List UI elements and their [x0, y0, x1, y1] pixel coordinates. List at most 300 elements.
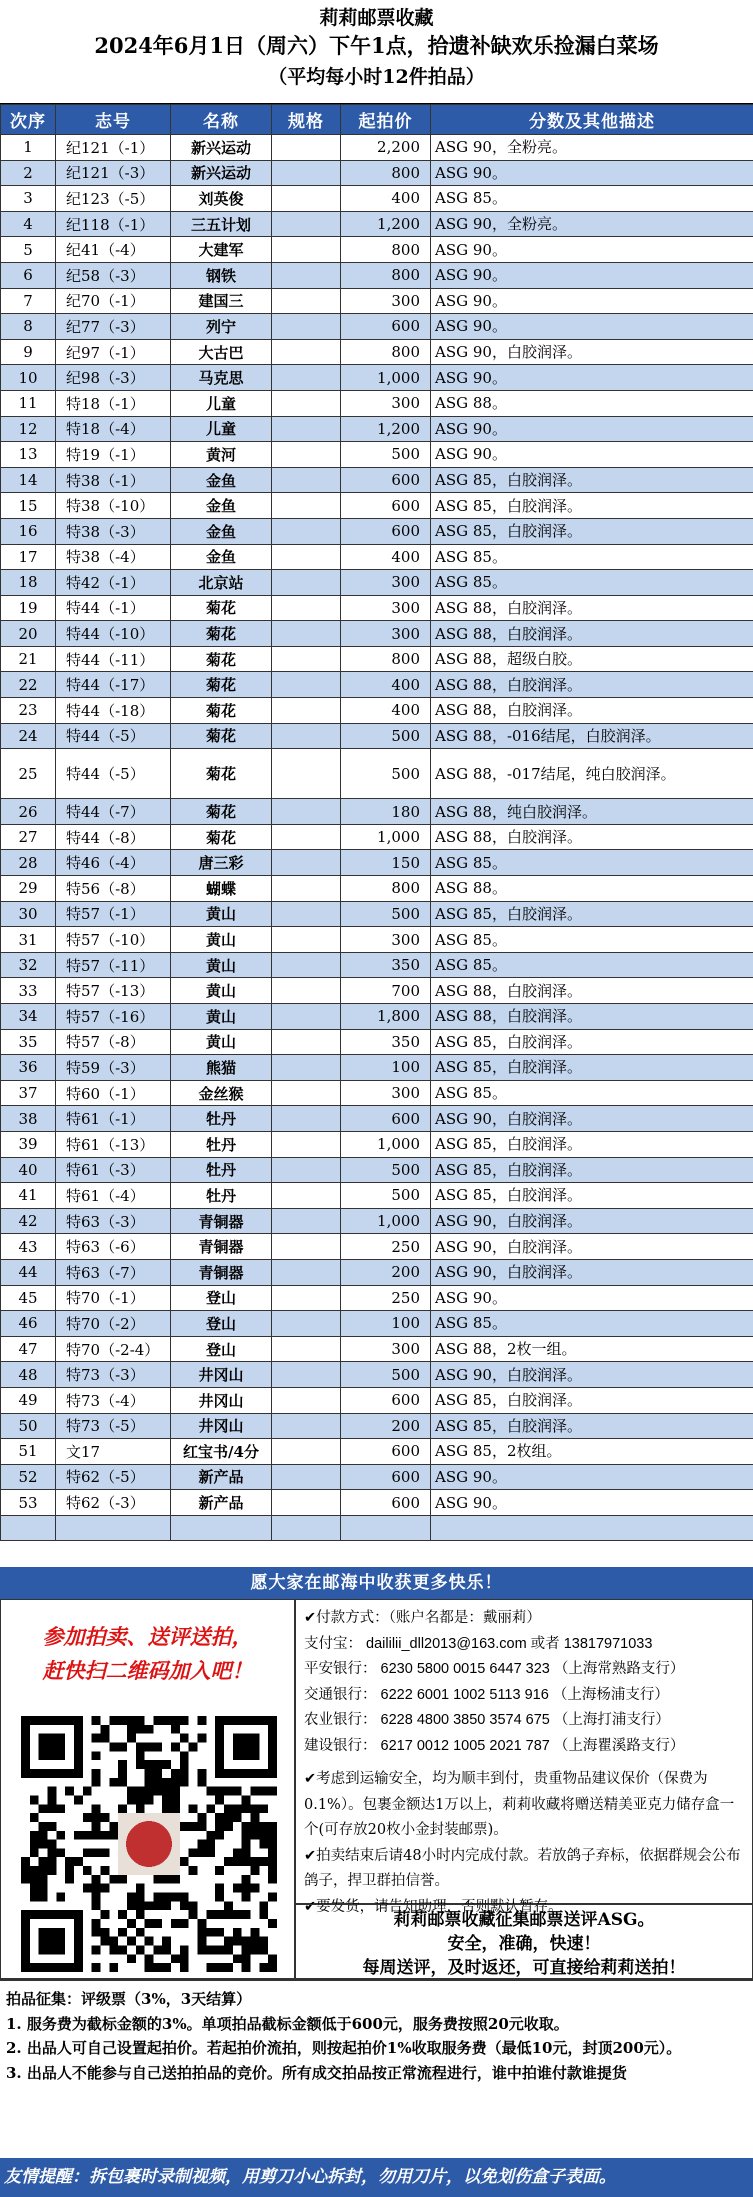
table-row [1, 237, 753, 263]
cell-catalog-no: 纪41（-4） [56, 237, 171, 263]
cell-description: ASG 85，2枚组。 [431, 1439, 753, 1465]
cell-start-price: 150 [341, 850, 431, 876]
cell-description: ASG 88，-017结尾，纯白胶润泽。 [431, 749, 753, 799]
col-header-description: 分数及其他描述 [431, 105, 753, 135]
cell-stamp-name: 金鱼 [171, 493, 272, 519]
cell-index: 16 [1, 518, 56, 544]
table-row [1, 339, 753, 365]
cell-index: 6 [1, 262, 56, 288]
cell-catalog-no: 纪58（-3） [56, 262, 171, 288]
cell-spec [272, 646, 341, 672]
cell-start-price: 300 [341, 390, 431, 416]
cell-start-price: 1,800 [341, 1004, 431, 1030]
table-row [1, 211, 753, 237]
cell-stamp-name: 牡丹 [171, 1106, 272, 1132]
cell-description: ASG 88，白胶润泽。 [431, 978, 753, 1004]
cell-spec [272, 1515, 341, 1541]
cell-index: 22 [1, 672, 56, 698]
table-row [1, 288, 753, 314]
cell-stamp-name: 北京站 [171, 570, 272, 596]
table-row [1, 749, 753, 799]
cell-stamp-name: 菊花 [171, 621, 272, 647]
cell-stamp-name: 登山 [171, 1336, 272, 1362]
cell-spec [272, 570, 341, 596]
cell-index: 43 [1, 1234, 56, 1260]
cell-start-price: 800 [341, 876, 431, 902]
cell-spec [272, 1336, 341, 1362]
cell-description: ASG 85，白胶润泽。 [431, 1183, 753, 1209]
cell-description: ASG 85。 [431, 1311, 753, 1337]
cell-catalog-no: 特44（-1） [56, 595, 171, 621]
cell-start-price: 600 [341, 1439, 431, 1465]
cell-index: 39 [1, 1131, 56, 1157]
table-row [1, 1515, 753, 1541]
payment-deadline-note: ✔拍卖结束后请48小时内完成付款。若放鸽子弃标，依据群规会公布鸽子，捍卫群拍信誉。 [304, 1847, 741, 1889]
cell-stamp-name: 儿童 [171, 390, 272, 416]
cell-stamp-name: 菊花 [171, 723, 272, 749]
table-row [1, 1490, 753, 1516]
cell-stamp-name: 井冈山 [171, 1362, 272, 1388]
table-row [1, 927, 753, 953]
cell-start-price: 1,000 [341, 1131, 431, 1157]
cell-spec [272, 850, 341, 876]
cell-catalog-no: 特44（-11） [56, 646, 171, 672]
bank-account-pingan: 平安银行： 6230 5800 0015 6447 323 （上海常熟路支行） [304, 1661, 685, 1677]
cell-start-price: 500 [341, 442, 431, 468]
cell-start-price: 300 [341, 927, 431, 953]
cell-catalog-no: 特44（-18） [56, 698, 171, 724]
friendly-reminder: 友情提醒：拆包裹时录制视频，用剪刀小心拆封，勿用刀片，以免划伤盒子表面。 [0, 2158, 753, 2197]
cell-index: 52 [1, 1464, 56, 1490]
cell-spec [272, 442, 341, 468]
cell-description: ASG 90，白胶润泽。 [431, 1234, 753, 1260]
cell-stamp-name: 新兴运动 [171, 135, 272, 161]
cell-stamp-name: 列宁 [171, 314, 272, 340]
cell-spec [272, 876, 341, 902]
cell-start-price: 500 [341, 1362, 431, 1388]
cell-catalog-no: 纪98（-3） [56, 365, 171, 391]
cell-catalog-no: 纪70（-1） [56, 288, 171, 314]
cell-start-price: 1,000 [341, 365, 431, 391]
col-header-catalog: 志号 [56, 105, 171, 135]
cell-start-price: 600 [341, 518, 431, 544]
auction-subtitle: （平均每小时12件拍品） [268, 66, 485, 88]
cell-description: ASG 85，白胶润泽。 [431, 1157, 753, 1183]
cell-description: ASG 90，全粉亮。 [431, 211, 753, 237]
cell-catalog-no: 特70（-2） [56, 1311, 171, 1337]
cell-catalog-no: 纪118（-1） [56, 211, 171, 237]
cell-start-price: 600 [341, 1106, 431, 1132]
cell-description: ASG 88，-016结尾，白胶润泽。 [431, 723, 753, 749]
table-header-row [1, 105, 753, 135]
table-row [1, 186, 753, 212]
cell-description: ASG 85。 [431, 1080, 753, 1106]
cell-index: 44 [1, 1259, 56, 1285]
cell-description: ASG 85，白胶润泽。 [431, 901, 753, 927]
cell-catalog-no: 特57（-1） [56, 901, 171, 927]
cell-index: 26 [1, 799, 56, 825]
cell-start-price: 350 [341, 952, 431, 978]
cell-index: 32 [1, 952, 56, 978]
bank-account-abc: 农业银行： 6228 4800 3850 3574 675 （上海打浦支行） [304, 1712, 670, 1728]
cell-description: ASG 90。 [431, 237, 753, 263]
cell-catalog-no: 纪121（-3） [56, 160, 171, 186]
cell-catalog-no: 特70（-2-4） [56, 1336, 171, 1362]
cell-description: ASG 90。 [431, 1464, 753, 1490]
cell-catalog-no: 文17 [56, 1439, 171, 1465]
table-row [1, 467, 753, 493]
cell-catalog-no: 特38（-1） [56, 467, 171, 493]
cell-catalog-no [56, 1515, 171, 1541]
cell-spec [272, 723, 341, 749]
promo-line-1: 参加拍卖、送评送拍， [42, 1624, 253, 1649]
cell-index: 29 [1, 876, 56, 902]
cell-spec [272, 1234, 341, 1260]
cell-description: ASG 90。 [431, 314, 753, 340]
cell-stamp-name: 黄山 [171, 1004, 272, 1030]
table-row [1, 314, 753, 340]
cell-spec [272, 952, 341, 978]
table-row [1, 698, 753, 724]
cell-stamp-name: 登山 [171, 1311, 272, 1337]
cell-start-price: 800 [341, 646, 431, 672]
cell-start-price: 600 [341, 467, 431, 493]
cell-catalog-no: 特63（-7） [56, 1259, 171, 1285]
cell-index: 10 [1, 365, 56, 391]
cell-catalog-no: 纪121（-1） [56, 135, 171, 161]
cell-description [431, 1515, 753, 1541]
cell-index: 42 [1, 1208, 56, 1234]
cell-index: 21 [1, 646, 56, 672]
cell-spec [272, 1029, 341, 1055]
cell-spec [272, 339, 341, 365]
page-header [0, 0, 753, 104]
cell-index: 40 [1, 1157, 56, 1183]
cell-stamp-name: 黄山 [171, 952, 272, 978]
cell-index: 49 [1, 1387, 56, 1413]
cell-catalog-no: 特19（-1） [56, 442, 171, 468]
cell-start-price: 200 [341, 1413, 431, 1439]
asg-line-3: 每周送评，及时返还，可直接给莉莉送拍！ [362, 1958, 686, 1978]
cell-spec [272, 518, 341, 544]
cell-spec [272, 1004, 341, 1030]
cell-catalog-no: 特73（-5） [56, 1413, 171, 1439]
cell-spec [272, 1387, 341, 1413]
cell-catalog-no: 特60（-1） [56, 1080, 171, 1106]
cell-spec [272, 186, 341, 212]
cell-index: 53 [1, 1490, 56, 1516]
table-row [1, 570, 753, 596]
promo-panel [0, 1599, 295, 1979]
cell-stamp-name: 青铜器 [171, 1208, 272, 1234]
cell-description: ASG 85。 [431, 570, 753, 596]
cell-start-price: 400 [341, 544, 431, 570]
cell-spec [272, 416, 341, 442]
asg-line-2: 安全，准确，快速！ [447, 1934, 601, 1954]
cell-start-price: 600 [341, 1490, 431, 1516]
table-row [1, 1362, 753, 1388]
cell-stamp-name: 菊花 [171, 672, 272, 698]
table-row [1, 1413, 753, 1439]
cell-description: ASG 88，超级白胶。 [431, 646, 753, 672]
cell-index: 38 [1, 1106, 56, 1132]
cell-stamp-name: 黄山 [171, 1029, 272, 1055]
cell-spec [272, 365, 341, 391]
rule-2: 2. 出品人可自己设置起拍价。若起拍价流拍，则按起拍价1%收取服务费（最低10元，封顶200元）。 [6, 2039, 682, 2057]
cell-stamp-name: 菊花 [171, 595, 272, 621]
table-row [1, 1387, 753, 1413]
cell-catalog-no: 特18（-1） [56, 390, 171, 416]
cell-description: ASG 85。 [431, 927, 753, 953]
col-header-name: 名称 [171, 105, 272, 135]
table-row [1, 1439, 753, 1465]
cell-start-price: 200 [341, 1259, 431, 1285]
cell-index: 12 [1, 416, 56, 442]
table-row [1, 1029, 753, 1055]
asg-line-1: 莉莉邮票收藏征集邮票送评ASG。 [393, 1910, 655, 1930]
cell-index: 46 [1, 1311, 56, 1337]
cell-index: 3 [1, 186, 56, 212]
cell-start-price: 500 [341, 901, 431, 927]
cell-stamp-name: 金鱼 [171, 467, 272, 493]
cell-index: 28 [1, 850, 56, 876]
table-row [1, 1157, 753, 1183]
cell-description: ASG 90。 [431, 416, 753, 442]
cell-start-price: 250 [341, 1285, 431, 1311]
cell-catalog-no: 特61（-13） [56, 1131, 171, 1157]
cell-catalog-no: 特63（-6） [56, 1234, 171, 1260]
cell-index: 51 [1, 1439, 56, 1465]
cell-catalog-no: 特38（-3） [56, 518, 171, 544]
cell-index: 41 [1, 1183, 56, 1209]
cell-start-price: 100 [341, 1055, 431, 1081]
cell-catalog-no: 特42（-1） [56, 570, 171, 596]
cell-catalog-no: 特73（-3） [56, 1362, 171, 1388]
promo-line-2: 赶快扫二维码加入吧！ [42, 1658, 253, 1683]
qr-code[interactable] [21, 1716, 277, 1972]
col-header-start-price: 起拍价 [341, 105, 431, 135]
cell-start-price: 800 [341, 160, 431, 186]
table-row [1, 544, 753, 570]
cell-stamp-name: 黄河 [171, 442, 272, 468]
cell-index: 48 [1, 1362, 56, 1388]
cell-index: 36 [1, 1055, 56, 1081]
cell-start-price: 500 [341, 723, 431, 749]
cell-description: ASG 90。 [431, 442, 753, 468]
wishes-banner: 愿大家在邮海中收获更多快乐！ [0, 1567, 753, 1599]
table-row [1, 876, 753, 902]
cell-catalog-no: 特63（-3） [56, 1208, 171, 1234]
cell-description: ASG 90，全粉亮。 [431, 135, 753, 161]
cell-description: ASG 85，白胶润泽。 [431, 467, 753, 493]
cell-catalog-no: 特59（-3） [56, 1055, 171, 1081]
payment-method: ✔付款方式：（账户名都是：戴丽莉） [304, 1610, 541, 1626]
cell-start-price: 300 [341, 1080, 431, 1106]
table-row [1, 1259, 753, 1285]
cell-stamp-name: 青铜器 [171, 1234, 272, 1260]
cell-spec [272, 211, 341, 237]
cell-catalog-no: 纪77（-3） [56, 314, 171, 340]
auction-title: 2024年6月1日（周六）下午1点，拾遗补缺欢乐捡漏白菜场 [94, 33, 659, 58]
cell-spec [272, 288, 341, 314]
cell-index: 33 [1, 978, 56, 1004]
cell-description: ASG 90，白胶润泽。 [431, 1362, 753, 1388]
cell-spec [272, 467, 341, 493]
table-row [1, 365, 753, 391]
cell-catalog-no: 特46（-4） [56, 850, 171, 876]
cell-catalog-no: 纪97（-1） [56, 339, 171, 365]
cell-index: 45 [1, 1285, 56, 1311]
cell-catalog-no: 特61（-4） [56, 1183, 171, 1209]
cell-stamp-name: 新产品 [171, 1464, 272, 1490]
cell-description: ASG 85。 [431, 186, 753, 212]
table-row [1, 1131, 753, 1157]
table-row [1, 1285, 753, 1311]
cell-description: ASG 88，白胶润泽。 [431, 824, 753, 850]
rule-3: 3. 出品人不能参与自己送拍拍品的竞价。所有成交拍品按正常流程进行，谁中拍谁付款谁提货 [6, 2063, 627, 2082]
rules-title: 拍品征集：评级票（3%，3天结算） [6, 1990, 252, 2008]
cell-stamp-name: 菊花 [171, 749, 272, 799]
cell-index: 2 [1, 160, 56, 186]
cell-index: 23 [1, 698, 56, 724]
cell-description: ASG 85，白胶润泽。 [431, 518, 753, 544]
cell-index: 11 [1, 390, 56, 416]
cell-stamp-name: 钢铁 [171, 262, 272, 288]
cell-start-price: 1,000 [341, 824, 431, 850]
shop-name: 莉莉邮票收藏 [319, 7, 434, 29]
cell-start-price: 500 [341, 749, 431, 799]
col-header-spec: 规格 [272, 105, 341, 135]
cell-spec [272, 390, 341, 416]
cell-start-price: 800 [341, 339, 431, 365]
table-row [1, 1311, 753, 1337]
cell-catalog-no: 特61（-1） [56, 1106, 171, 1132]
payment-info [295, 1599, 753, 1915]
shipping-note: ✔考虑到运输安全，均为顺丰到付，贵重物品建议保价（保费为0.1%）。包裹金额达1万以上，莉莉收藏将赠送精美亚克力储存盒一个(可存放20枚小金封装邮票)。 [304, 1771, 735, 1838]
cell-index: 1 [1, 135, 56, 161]
cell-start-price: 1,000 [341, 1208, 431, 1234]
cell-index: 31 [1, 927, 56, 953]
cell-start-price: 500 [341, 1157, 431, 1183]
cell-stamp-name: 牡丹 [171, 1131, 272, 1157]
cell-description: ASG 90，白胶润泽。 [431, 339, 753, 365]
cell-stamp-name: 三五计划 [171, 211, 272, 237]
auction-lots-table [0, 104, 753, 1541]
cell-stamp-name: 熊猫 [171, 1055, 272, 1081]
cell-catalog-no: 特44（-8） [56, 824, 171, 850]
bank-account-bocom: 交通银行： 6222 6001 1002 5113 916 （上海杨浦支行） [304, 1686, 669, 1703]
cell-spec [272, 698, 341, 724]
cell-description: ASG 90。 [431, 288, 753, 314]
col-header-index: 次序 [1, 105, 56, 135]
cell-catalog-no: 特44（-10） [56, 621, 171, 647]
cell-description: ASG 85，白胶润泽。 [431, 1029, 753, 1055]
cell-spec [272, 1080, 341, 1106]
cell-start-price: 400 [341, 186, 431, 212]
cell-catalog-no: 特62（-5） [56, 1464, 171, 1490]
cell-description: ASG 90，白胶润泽。 [431, 1106, 753, 1132]
table-row [1, 1080, 753, 1106]
cell-spec [272, 1464, 341, 1490]
cell-catalog-no: 特44（-5） [56, 749, 171, 799]
cell-index: 14 [1, 467, 56, 493]
cell-index: 37 [1, 1080, 56, 1106]
cell-spec [272, 314, 341, 340]
cell-stamp-name: 金丝猴 [171, 1080, 272, 1106]
table-row [1, 723, 753, 749]
cell-index: 25 [1, 749, 56, 799]
cell-spec [272, 1131, 341, 1157]
cell-catalog-no: 纪123（-5） [56, 186, 171, 212]
cell-stamp-name: 牡丹 [171, 1157, 272, 1183]
cell-start-price: 300 [341, 1336, 431, 1362]
cell-description: ASG 88，白胶润泽。 [431, 698, 753, 724]
cell-index: 15 [1, 493, 56, 519]
cell-start-price: 300 [341, 570, 431, 596]
cell-description: ASG 88，白胶润泽。 [431, 1004, 753, 1030]
cell-spec [272, 135, 341, 161]
cell-start-price: 500 [341, 1183, 431, 1209]
cell-description: ASG 90，白胶润泽。 [431, 1208, 753, 1234]
table-row [1, 978, 753, 1004]
cell-spec [272, 595, 341, 621]
cell-spec [272, 160, 341, 186]
cell-index: 7 [1, 288, 56, 314]
cell-index: 19 [1, 595, 56, 621]
table-row [1, 262, 753, 288]
cell-description: ASG 90，白胶润泽。 [431, 1259, 753, 1285]
cell-stamp-name: 儿童 [171, 416, 272, 442]
table-row [1, 390, 753, 416]
cell-stamp-name: 黄山 [171, 978, 272, 1004]
cell-catalog-no: 特18（-4） [56, 416, 171, 442]
cell-description: ASG 85，白胶润泽。 [431, 1055, 753, 1081]
cell-description: ASG 90。 [431, 160, 753, 186]
alipay-account: 支付宝： daililii_dll2013@163.com 或者 13817971033 [304, 1635, 653, 1652]
cell-description: ASG 85。 [431, 850, 753, 876]
cell-description: ASG 88，白胶润泽。 [431, 595, 753, 621]
cell-index: 4 [1, 211, 56, 237]
cell-index: 24 [1, 723, 56, 749]
cell-stamp-name: 红宝书/4分 [171, 1439, 272, 1465]
cell-spec [272, 1311, 341, 1337]
cell-description: ASG 88，白胶润泽。 [431, 672, 753, 698]
cell-stamp-name: 黄山 [171, 901, 272, 927]
cell-index: 30 [1, 901, 56, 927]
cell-stamp-name: 大建军 [171, 237, 272, 263]
cell-index: 35 [1, 1029, 56, 1055]
cell-spec [272, 901, 341, 927]
table-row [1, 1183, 753, 1209]
cell-spec [272, 1183, 341, 1209]
cell-spec [272, 1055, 341, 1081]
table-row [1, 952, 753, 978]
cell-description: ASG 85，白胶润泽。 [431, 1413, 753, 1439]
cell-start-price: 300 [341, 288, 431, 314]
cell-index: 47 [1, 1336, 56, 1362]
cell-start-price: 600 [341, 1464, 431, 1490]
cell-spec [272, 262, 341, 288]
cell-start-price: 1,200 [341, 211, 431, 237]
cell-description: ASG 90。 [431, 1490, 753, 1516]
cell-description: ASG 88。 [431, 390, 753, 416]
cell-description: ASG 85。 [431, 544, 753, 570]
table-row [1, 160, 753, 186]
table-row [1, 1234, 753, 1260]
bank-account-ccb: 建设银行： 6217 0012 1005 2021 787 （上海瞿溪路支行） [304, 1737, 685, 1754]
table-row [1, 1336, 753, 1362]
cell-start-price: 300 [341, 595, 431, 621]
